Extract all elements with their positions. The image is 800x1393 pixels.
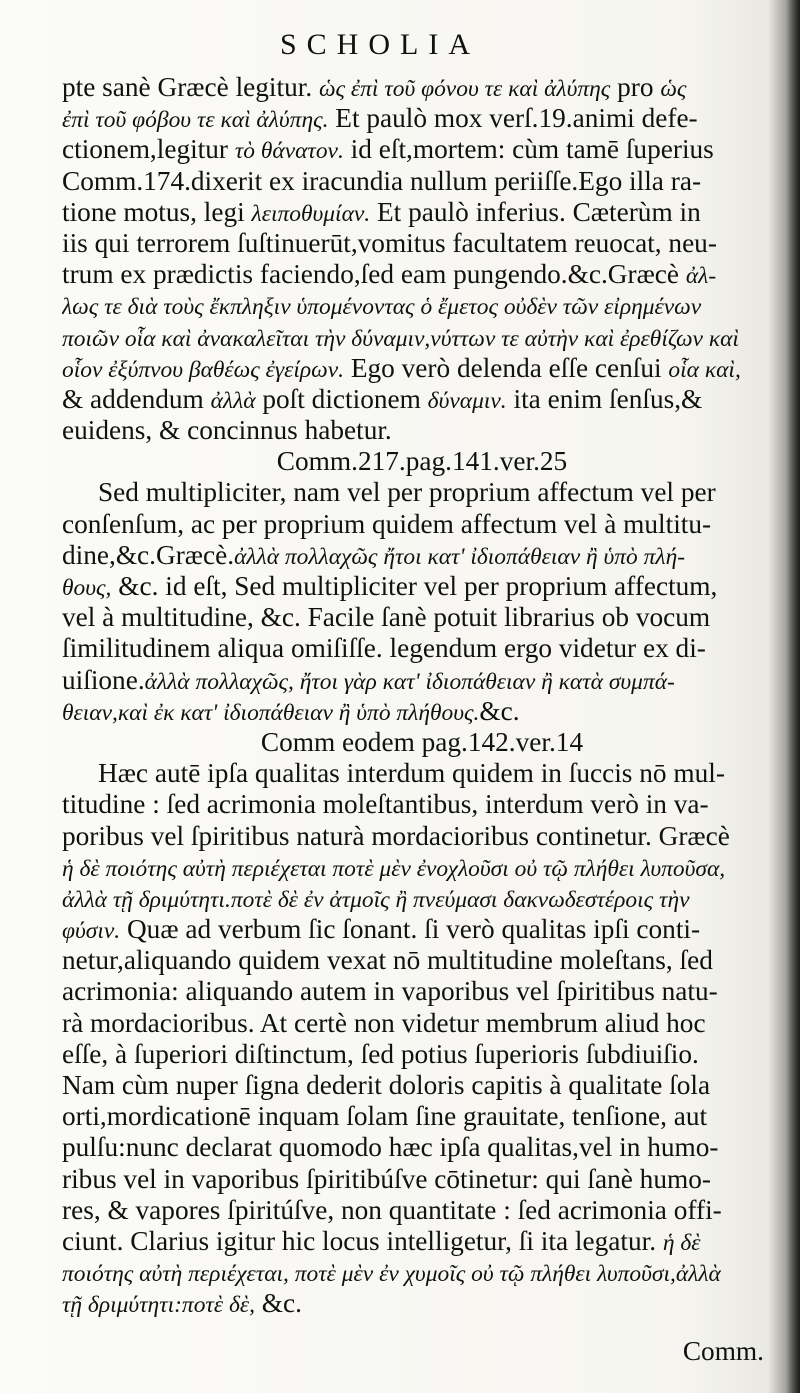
greek-text: ἀλ- xyxy=(685,263,717,290)
latin-text: Hæc autē ipſa qualitas interdum quidem in ſuccis nō mul- xyxy=(98,758,725,789)
text-line xyxy=(62,1101,772,1132)
text-line xyxy=(62,1008,772,1039)
greek-text: ὡς ἐπὶ τοῦ φόνου τε καὶ ἀλύπης xyxy=(318,76,611,102)
greek-text: ἡ δὲ ποιότης αὐτὴ περιέχεται ποτὲ μὲν ἐνοχλοῦσι οὐ τῷ πλήθει λυποῦσα, xyxy=(62,855,726,882)
text-line xyxy=(62,1039,772,1070)
latin-text: trum ex prædictis faciendo,ſed eam pungendo.&c.Græcè xyxy=(62,259,686,290)
running-head: SCHOLIA xyxy=(279,28,480,61)
text-line xyxy=(62,1195,772,1226)
text-line xyxy=(62,1226,772,1257)
latin-text: &c. xyxy=(254,1288,302,1319)
text-line xyxy=(62,72,772,103)
text-line xyxy=(62,852,772,883)
latin-text: poribus vel ſpiritibus naturà mordacioribus continetur. Græcè xyxy=(62,820,730,851)
text-line xyxy=(62,883,772,914)
latin-text: ita enim ſenſus,& xyxy=(506,383,703,414)
text-line xyxy=(62,633,772,664)
latin-text: titudine : ſed acrimonia moleſtantibus, interdum verò in va- xyxy=(62,789,709,820)
latin-text: uiſione. xyxy=(62,664,145,695)
text-line xyxy=(62,384,772,415)
latin-text: Nam cùm nuper ſigna dederit doloris capitis à qualitate ſola xyxy=(62,1070,711,1100)
text-line xyxy=(62,758,772,789)
latin-text: &c. xyxy=(479,695,520,726)
latin-text: ribus vel in vaporibus ſpiritibúſve cōtinetur: qui ſanè humo- xyxy=(62,1163,711,1194)
text-line xyxy=(62,821,772,852)
latin-text: res, & vapores ſpiritúſve, non quantitate : ſed acrimonia offi- xyxy=(62,1194,722,1225)
greek-text: ὡς xyxy=(660,76,687,102)
text-line xyxy=(62,353,772,384)
text-line xyxy=(62,945,772,976)
latin-text: Comm eodem pag.142.ver.14 xyxy=(260,726,584,757)
text-line xyxy=(62,228,772,259)
latin-text: Et paulò mox verſ.19.animi defe- xyxy=(328,103,698,134)
body-text xyxy=(62,72,772,1320)
latin-text: rà mordacioribus. At certè non videtur membrum aliud hoc xyxy=(62,1007,706,1038)
latin-text: pulſu:nunc declarat quomodo hæc ipſa qualitas,vel in humo- xyxy=(62,1132,719,1163)
latin-text: euidens, & concinnus habetur. xyxy=(62,415,392,446)
text-line xyxy=(62,665,772,696)
text-line xyxy=(62,602,772,633)
latin-text: Ego verò delenda eſſe cenſui xyxy=(344,352,669,383)
text-line xyxy=(62,415,772,446)
latin-text: id eſt,mortem: cùm tamē ſuperius xyxy=(343,134,714,165)
text-line xyxy=(62,103,772,134)
latin-text: ctionem,legitur xyxy=(62,134,235,165)
greek-text: ποιῶν οἷα καὶ ἀνακαλεῖται τὴν δύναμιν,νύττων τε αὐτὴν καὶ ἐρεθίζων καὶ xyxy=(62,325,739,352)
latin-text: &c. id eſt, Sed multipliciter vel per proprium affectum, xyxy=(111,571,718,601)
latin-text: eſſe, à ſuperiori diſtinctum, ſed potius ſuperioris ſubdiuiſio. xyxy=(62,1038,699,1069)
greek-text: θους, xyxy=(62,575,112,601)
latin-text: Comm.217.pag.141.ver.25 xyxy=(276,446,568,477)
text-line xyxy=(62,509,772,540)
latin-text: iis qui terrorem ſuſtinuerūt,vomitus facultatem reuocat, neu- xyxy=(62,227,717,258)
catchword: Comm. xyxy=(682,1336,764,1366)
text-line xyxy=(62,696,772,727)
greek-text: φύσιν. xyxy=(62,918,121,945)
greek-text: ποιότης αὐτὴ περιέχεται, ποτὲ μὲν ἐν χυμοῖς οὐ τῷ πλήθει λυποῦσι,ἀλλὰ xyxy=(62,1261,721,1288)
text-line xyxy=(62,1257,772,1288)
section-heading xyxy=(62,446,772,477)
text-line xyxy=(62,540,772,571)
text-line xyxy=(62,789,772,820)
greek-text: δύναμιν. xyxy=(427,387,507,414)
text-line xyxy=(62,259,772,290)
latin-text: Et paulò inferius. Cæterùm in xyxy=(370,196,701,227)
latin-text: pte sanè Græcè legitur. xyxy=(62,72,319,102)
text-line xyxy=(62,290,772,321)
latin-text: Comm.174.dixerit ex iracundia nullum periiſſe.Ego illa ra- xyxy=(62,165,702,196)
greek-text: ἀλλὰ xyxy=(210,387,256,414)
greek-text: οἷα καὶ, xyxy=(668,356,741,383)
section-heading xyxy=(62,727,772,758)
text-line xyxy=(62,1164,772,1195)
text-line xyxy=(62,197,772,228)
latin-text: conſenſum, ac per proprium quidem affectum vel à multitu- xyxy=(62,508,712,539)
text-line xyxy=(62,134,772,165)
greek-text: λως τε διὰ τοὺς ἔκπληξιν ὑπομένοντας ὁ ἔμετος οὐδὲν τῶν εἰρημένων xyxy=(62,294,702,321)
text-line xyxy=(62,477,772,508)
text-line xyxy=(62,322,772,353)
text-line xyxy=(62,1288,772,1319)
latin-text: acrimonia: aliquando autem in vaporibus vel ſpiritibus natu- xyxy=(62,976,718,1007)
page-edge-shadow xyxy=(786,0,800,1393)
text-line xyxy=(62,1132,772,1163)
latin-text: netur,aliquando quidem vexat nō multitudine moleſtans, ſed xyxy=(62,945,713,976)
greek-text: τὸ θάνατον. xyxy=(234,138,344,165)
greek-text: θειαν,καὶ ἐκ κατ' ἰδιοπάθειαν ἢ ὑπὸ πλήθους. xyxy=(62,699,480,726)
latin-text: ciunt. Clarius igitur hic locus intelligetur, ſi ita legatur. xyxy=(62,1225,663,1256)
greek-text: τῇ δριμύτητι:ποτὲ δὲ, xyxy=(62,1292,255,1319)
greek-text: ἐπὶ τοῦ φόβου τε καὶ ἀλύπης. xyxy=(62,107,329,134)
latin-text: dine,&c.Græcè. xyxy=(62,539,235,570)
latin-text: Sed multipliciter, nam vel per proprium affectum vel per xyxy=(98,477,716,508)
greek-text: ἀλλὰ πολλαχῶς, ἤτοι γὰρ κατ' ἰδιοπάθειαν ἢ κατὰ συμπά- xyxy=(144,668,675,695)
greek-text: ἀλλὰ τῇ δριμύτητι.ποτὲ δὲ ἐν ἀτμοῖς ἢ πνεύμασι δακνωδεστέροις τὴν xyxy=(62,886,690,913)
latin-text: ſimilitudinem aliqua omiſiſſe. legendum ergo videtur ex di- xyxy=(62,633,706,664)
latin-text: vel à multitudine, &c. Facile ſanè potuit librarius ob vocum xyxy=(62,602,711,633)
text-line xyxy=(62,166,772,197)
text-line xyxy=(62,976,772,1007)
latin-text: tione motus, legi xyxy=(62,196,252,227)
greek-text: ἀλλὰ πολλαχῶς ἤτοι κατ' ἰδιοπάθειαν ἢ ὑπὸ πλή- xyxy=(234,543,686,570)
greek-text: λειποθυμίαν. xyxy=(251,200,371,227)
text-line xyxy=(62,1070,772,1101)
text-line xyxy=(62,914,772,945)
latin-text: & addendum xyxy=(62,383,211,414)
latin-text: pro xyxy=(610,72,661,102)
greek-text: ἡ δὲ xyxy=(662,1229,701,1256)
latin-text: poſt dictionem xyxy=(255,383,428,414)
text-line xyxy=(62,571,772,602)
latin-text: orti,mordicationē inquam ſolam ſine grauitate, tenſione, aut xyxy=(62,1101,708,1132)
latin-text: Quæ ad verbum ſic ſonant. ſi verò qualitas ipſi conti- xyxy=(120,914,701,945)
greek-text: οἷον ἐξύπνου βαθέως ἐγείρων. xyxy=(62,356,345,383)
